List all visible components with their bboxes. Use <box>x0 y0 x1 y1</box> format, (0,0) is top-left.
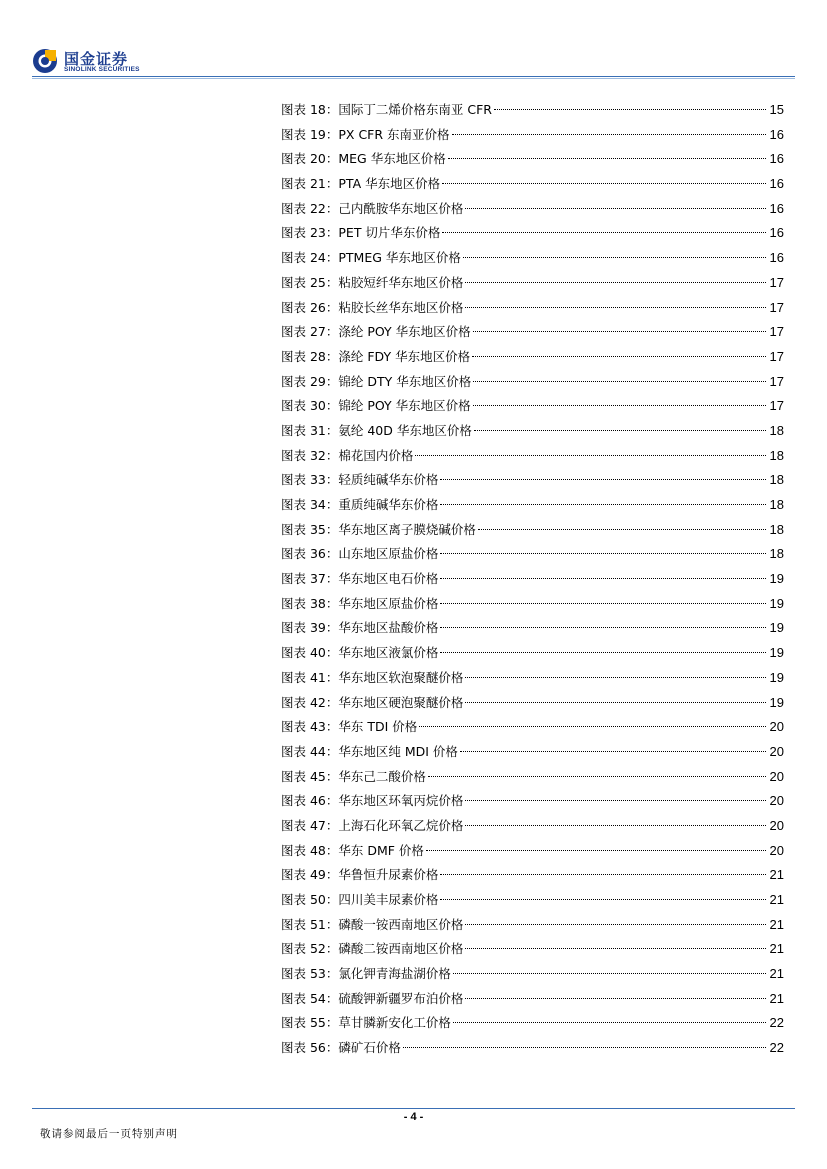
toc-leader-dots <box>448 157 766 159</box>
header-divider <box>32 76 795 77</box>
toc-entry[interactable] <box>281 863 784 888</box>
toc-leader-dots <box>473 380 766 382</box>
toc-entry-page[interactable]: 16 <box>769 176 784 192</box>
toc-entry[interactable] <box>281 468 784 493</box>
toc-entry-label[interactable]: 图表 54：硫酸钾新疆罗布泊价格 <box>281 990 464 1006</box>
toc-entry-label[interactable]: 图表 19：PX CFR 东南亚价格 <box>281 126 450 142</box>
toc-entry-label[interactable]: 图表 22：己内酰胺华东地区价格 <box>281 200 464 216</box>
toc-entry-page[interactable]: 22 <box>769 1040 784 1056</box>
toc-entry-label[interactable]: 图表 40：华东地区液氯价格 <box>281 645 439 661</box>
toc-leader-dots <box>419 725 766 727</box>
toc-entry-page[interactable]: 19 <box>769 645 784 661</box>
toc-leader-dots <box>474 429 766 431</box>
page-header <box>0 0 827 82</box>
toc-entry[interactable] <box>281 814 784 839</box>
toc-leader-dots <box>453 972 766 974</box>
toc-entry-page[interactable]: 15 <box>769 102 784 117</box>
toc-leader-dots <box>465 923 766 925</box>
company-logo <box>32 48 162 78</box>
toc-leader-dots <box>465 281 766 283</box>
toc-entry-page[interactable]: 20 <box>769 768 784 784</box>
toc-entry-page[interactable]: 19 <box>769 669 784 685</box>
toc-entry-page[interactable]: 16 <box>769 200 784 216</box>
toc-leader-dots <box>440 898 766 900</box>
toc-entry-label[interactable]: 图表 45：华东己二酸价格 <box>281 768 426 784</box>
toc-entry-page[interactable]: 21 <box>769 966 784 982</box>
toc-entry-page[interactable]: 18 <box>769 497 784 512</box>
toc-entry-label[interactable]: 图表 48：华东 DMF 价格 <box>281 842 424 858</box>
toc-entry-label[interactable]: 图表 20：MEG 华东地区价格 <box>281 151 446 167</box>
toc-leader-dots <box>465 306 766 308</box>
toc-entry-page[interactable]: 19 <box>769 571 784 587</box>
toc-leader-dots <box>465 997 766 999</box>
toc-entry-page[interactable]: 17 <box>769 398 784 414</box>
toc-entry[interactable] <box>281 1011 784 1036</box>
toc-leader-dots <box>440 577 766 579</box>
toc-leader-dots <box>494 108 766 110</box>
toc-leader-dots <box>440 651 766 653</box>
figure-list <box>281 98 784 1061</box>
toc-entry-page[interactable]: 18 <box>769 422 784 438</box>
sinolink-logo-icon <box>32 48 58 74</box>
toc-entry-label[interactable]: 图表 21：PTA 华东地区价格 <box>281 176 441 192</box>
toc-entry-label[interactable]: 图表 56：磷矿石价格 <box>281 1040 401 1056</box>
header-divider-secondary <box>32 78 795 79</box>
toc-entry-label[interactable]: 图表 28：涤纶 FDY 华东地区价格 <box>281 348 471 364</box>
toc-entry-page[interactable]: 21 <box>769 892 784 907</box>
toc-leader-dots <box>460 750 766 752</box>
toc-entry-page[interactable]: 21 <box>769 941 784 957</box>
toc-entry[interactable] <box>281 320 784 345</box>
toc-entry[interactable] <box>281 740 784 765</box>
toc-leader-dots <box>472 355 766 357</box>
toc-entry[interactable] <box>281 913 784 938</box>
toc-entry-page[interactable]: 17 <box>769 299 784 315</box>
toc-leader-dots <box>442 231 766 233</box>
toc-leader-dots <box>426 849 766 851</box>
toc-leader-dots <box>415 454 766 456</box>
toc-entry[interactable] <box>281 221 784 246</box>
toc-leader-dots <box>465 701 766 703</box>
toc-entry-label[interactable]: 图表 33：轻质纯碱华东价格 <box>281 472 439 488</box>
toc-entry[interactable] <box>281 246 784 271</box>
toc-leader-dots <box>478 528 766 530</box>
toc-entry[interactable] <box>281 789 784 814</box>
toc-entry[interactable] <box>281 962 784 987</box>
toc-entry-label[interactable]: 图表 34：重质纯碱华东价格 <box>281 497 439 512</box>
toc-entry-page[interactable]: 22 <box>769 1015 784 1031</box>
toc-leader-dots <box>473 404 766 406</box>
toc-entry[interactable] <box>281 1036 784 1061</box>
toc-leader-dots <box>463 256 766 258</box>
toc-leader-dots <box>452 133 766 135</box>
toc-leader-dots <box>428 775 766 777</box>
toc-entry-label[interactable]: 图表 36：山东地区原盐价格 <box>281 546 439 562</box>
toc-leader-dots <box>465 676 766 678</box>
toc-entry[interactable] <box>281 518 784 543</box>
toc-entry-label[interactable]: 图表 46：华东地区环氧丙烷价格 <box>281 793 464 809</box>
toc-entry-label[interactable]: 图表 18：国际丁二烯价格东南亚 CFR <box>281 102 492 117</box>
toc-leader-dots <box>440 626 766 628</box>
toc-entry-page[interactable]: 21 <box>769 867 784 883</box>
toc-entry[interactable] <box>281 888 784 913</box>
toc-leader-dots <box>440 478 766 480</box>
toc-entry-label[interactable]: 图表 47：上海石化环氧乙烷价格 <box>281 817 464 833</box>
toc-leader-dots <box>440 873 766 875</box>
toc-entry-page[interactable]: 18 <box>769 546 784 562</box>
toc-entry[interactable] <box>281 616 784 641</box>
toc-entry[interactable] <box>281 444 784 469</box>
toc-entry-label[interactable]: 图表 49：华鲁恒升尿素价格 <box>281 867 439 883</box>
footer-divider <box>32 1108 795 1109</box>
toc-entry[interactable] <box>281 937 784 962</box>
toc-entry[interactable] <box>281 765 784 790</box>
toc-entry-page[interactable]: 20 <box>769 719 784 735</box>
toc-entry-label[interactable]: 图表 55：草甘膦新安化工价格 <box>281 1015 451 1031</box>
toc-entry-page[interactable]: 21 <box>769 916 784 932</box>
toc-entry[interactable] <box>281 666 784 691</box>
toc-leader-dots <box>473 330 766 332</box>
toc-leader-dots <box>465 799 766 801</box>
toc-entry-label[interactable]: 图表 42：华东地区硬泡聚醚价格 <box>281 694 464 710</box>
toc-leader-dots <box>440 602 766 604</box>
toc-entry-label[interactable]: 图表 39：华东地区盐酸价格 <box>281 620 439 636</box>
toc-entry-page[interactable]: 17 <box>769 373 784 389</box>
toc-entry-label[interactable]: 图表 51：磷酸一铵西南地区价格 <box>281 916 464 932</box>
toc-entry-page[interactable]: 19 <box>769 620 784 636</box>
toc-entry[interactable] <box>281 567 784 592</box>
toc-entry[interactable] <box>281 172 784 197</box>
toc-entry-page[interactable]: 16 <box>769 151 784 167</box>
toc-entry-page[interactable]: 18 <box>769 521 784 537</box>
toc-entry-label[interactable]: 图表 41：华东地区软泡聚醚价格 <box>281 669 464 685</box>
toc-entry[interactable] <box>281 98 784 123</box>
toc-entry[interactable] <box>281 370 784 395</box>
toc-entry[interactable] <box>281 296 784 321</box>
toc-entry-label[interactable]: 图表 30：锦纶 POY 华东地区价格 <box>281 398 471 414</box>
toc-entry[interactable] <box>281 197 784 222</box>
page-number: - 4 - <box>403 1111 424 1123</box>
toc-entry[interactable] <box>281 394 784 419</box>
toc-leader-dots <box>465 207 766 209</box>
toc-entry-page[interactable]: 20 <box>769 817 784 833</box>
toc-entry-label[interactable]: 图表 43：华东 TDI 价格 <box>281 719 418 735</box>
toc-entry-page[interactable]: 16 <box>769 250 784 266</box>
toc-entry[interactable] <box>281 691 784 716</box>
toc-entry-label[interactable]: 图表 26：粘胶长丝华东地区价格 <box>281 299 464 315</box>
toc-entry-label[interactable]: 图表 29：锦纶 DTY 华东地区价格 <box>281 373 472 389</box>
toc-entry-label[interactable]: 图表 23：PET 切片华东价格 <box>281 225 441 241</box>
toc-entry[interactable] <box>281 641 784 666</box>
toc-entry[interactable] <box>281 345 784 370</box>
toc-entry-page[interactable]: 19 <box>769 694 784 710</box>
toc-leader-dots <box>440 503 766 505</box>
toc-entry-label[interactable]: 图表 37：华东地区电石价格 <box>281 571 439 587</box>
toc-entry[interactable] <box>281 839 784 864</box>
toc-entry-label[interactable]: 图表 52：磷酸二铵西南地区价格 <box>281 941 464 957</box>
toc-entry-label[interactable]: 图表 27：涤纶 POY 华东地区价格 <box>281 324 471 340</box>
toc-entry-page[interactable]: 21 <box>769 990 784 1006</box>
toc-entry-label[interactable]: 图表 32：棉花国内价格 <box>281 447 414 463</box>
toc-leader-dots <box>465 824 766 826</box>
toc-leader-dots <box>440 552 766 554</box>
toc-entry-label[interactable]: 图表 31：氨纶 40D 华东地区价格 <box>281 422 472 438</box>
toc-entry-page[interactable]: 17 <box>769 348 784 364</box>
toc-entry-label[interactable]: 图表 38：华东地区原盐价格 <box>281 595 439 611</box>
toc-entry[interactable] <box>281 493 784 518</box>
toc-entry-page[interactable]: 17 <box>769 274 784 290</box>
toc-entry-page[interactable]: 16 <box>769 126 784 142</box>
toc-entry[interactable] <box>281 987 784 1012</box>
toc-entry-page[interactable]: 18 <box>769 447 784 463</box>
toc-entry[interactable] <box>281 123 784 148</box>
toc-entry-page[interactable]: 20 <box>769 793 784 809</box>
toc-entry-page[interactable]: 20 <box>769 842 784 858</box>
toc-entry[interactable] <box>281 592 784 617</box>
toc-entry[interactable] <box>281 271 784 296</box>
toc-leader-dots <box>403 1046 766 1048</box>
toc-leader-dots <box>465 947 766 949</box>
toc-entry[interactable] <box>281 147 784 172</box>
toc-entry-label[interactable]: 图表 53：氯化钾青海盐湖价格 <box>281 966 451 982</box>
toc-entry[interactable] <box>281 419 784 444</box>
toc-entry-label[interactable]: 图表 24：PTMEG 华东地区价格 <box>281 250 461 266</box>
toc-entry-label[interactable]: 图表 50：四川美丰尿素价格 <box>281 892 439 907</box>
company-name-cn: 国金证券 <box>64 50 129 68</box>
toc-entry-page[interactable]: 18 <box>769 472 784 488</box>
toc-entry-page[interactable]: 19 <box>769 595 784 611</box>
company-name-en: SINOLINK SECURITIES <box>64 66 140 73</box>
toc-entry-page[interactable]: 20 <box>769 743 784 759</box>
toc-entry-label[interactable]: 图表 44：华东地区纯 MDI 价格 <box>281 743 458 759</box>
toc-leader-dots <box>453 1021 766 1023</box>
toc-leader-dots <box>442 182 766 184</box>
footer-disclaimer: 敬请参阅最后一页特别声明 <box>40 1128 178 1140</box>
toc-entry[interactable] <box>281 542 784 567</box>
toc-entry-label[interactable]: 图表 35：华东地区离子膜烧碱价格 <box>281 521 476 537</box>
toc-entry-label[interactable]: 图表 25：粘胶短纤华东地区价格 <box>281 274 464 290</box>
toc-entry-page[interactable]: 17 <box>769 324 784 340</box>
toc-entry[interactable] <box>281 715 784 740</box>
toc-entry-page[interactable]: 16 <box>769 225 784 241</box>
